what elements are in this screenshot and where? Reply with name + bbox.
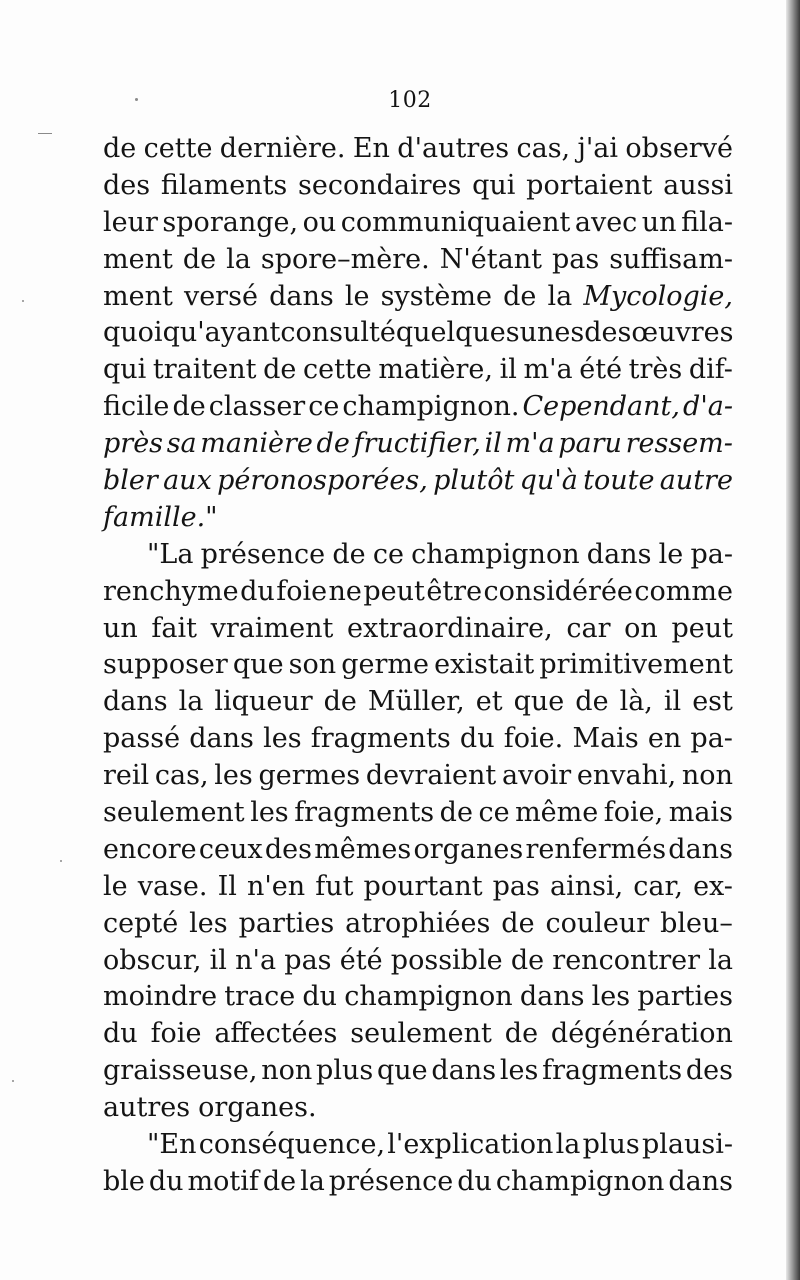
text-line: obscur, il n'a pas été possible de rencontrer la — [103, 944, 733, 976]
text-line: reil cas, les germes devraient avoir envahi, non — [103, 760, 733, 792]
body-text — [103, 131, 733, 1201]
text-line: le vase. Il n'en fut pourtant pas ainsi, car, ex- — [103, 870, 733, 902]
text-line: autres organes. — [103, 1092, 317, 1124]
text-line: passé dans les fragments du foie. Mais en pa- — [103, 723, 733, 755]
text-line: cepté les parties atrophiées de couleur bleu– — [103, 907, 733, 939]
text-line: ment de la spore–mère. N'étant pas suffisam- — [103, 243, 733, 275]
stray-mark — [22, 300, 24, 302]
text-line: graisseuse, non plus que dans les fragments des — [103, 1055, 733, 1087]
text-line: famille." — [103, 501, 218, 533]
text-line: "En conséquence, l'explication la plus plausi- — [147, 1129, 733, 1161]
page-edge-shadow — [786, 0, 800, 1280]
text-line: bler aux péronosporées, plutôt qu'à toute autre — [103, 465, 733, 497]
text-line: supposer que son germe existait primitivement — [103, 649, 733, 681]
stray-mark — [60, 860, 62, 862]
text-line: "La présence de ce champignon dans le pa- — [147, 538, 733, 570]
page-number: 102 — [388, 88, 432, 113]
text-line: dans la liqueur de Müller, et que de là, il est — [103, 686, 733, 718]
text-line: de cette dernière. En d'autres cas, j'ai observé — [103, 133, 733, 164]
stray-mark — [12, 1080, 14, 1082]
text-line: seulement les fragments de ce même foie, mais — [103, 797, 733, 829]
text-line: renchyme du foie ne peut être considérée comme — [103, 575, 733, 607]
text-line: leur sporange, ou communiquaient avec un fila- — [103, 206, 733, 238]
text-line: moindre trace du champignon dans les parties — [103, 981, 733, 1013]
text-line: ficile de classer ce champignon. Cependant, d'a- — [103, 391, 733, 423]
text-line: des filaments secondaires qui portaient aussi — [103, 169, 733, 201]
stray-mark — [38, 133, 52, 134]
stray-mark — [135, 98, 138, 101]
text-line: encore ceux des mêmes organes renfermés dans — [103, 833, 733, 865]
text-line: un fait vraiment extraordinaire, car on peut — [103, 612, 733, 644]
text-line: près sa manière de fructifier, il m'a paru ressem- — [103, 428, 733, 460]
text-line: ble du motif de la présence du champignon dans — [103, 1165, 733, 1197]
text-line: quoiqu'ayant consulté quelques unes des œuvres — [103, 317, 734, 349]
text-line: ment versé dans le système de la Mycologie, — [103, 280, 733, 312]
text-line: qui traitent de cette matière, il m'a été très dif- — [103, 354, 733, 386]
text-line: du foie affectées seulement de dégénération — [103, 1018, 733, 1050]
